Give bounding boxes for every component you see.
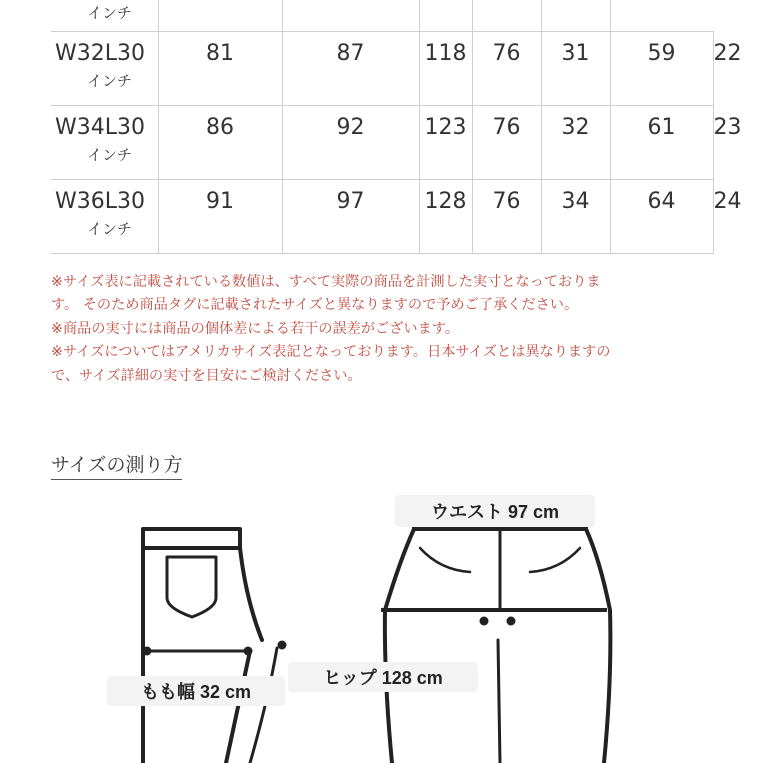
table-row: W32L30 インチ 81 87 118 76 31 59 22 xyxy=(51,32,713,106)
note-line: で、サイズ詳細の実寸を目安にご検討ください。 xyxy=(51,367,362,384)
note-line: ※商品の実寸には商品の個体差による若干の誤差がございます。 xyxy=(51,320,460,337)
unit-label: インチ xyxy=(87,4,133,22)
note-line: す。 そのため商品タグに記載されたサイズと異なりますので予めご了承ください。 xyxy=(51,297,579,314)
value-cell: 97 xyxy=(282,180,419,254)
value-cell: 92 xyxy=(282,106,419,180)
value-cell: 128 xyxy=(419,180,472,254)
value-cell: 31 xyxy=(541,32,610,106)
value-cell: 32 xyxy=(541,106,610,180)
size-code: W32L30 xyxy=(55,41,145,66)
table-row: W36L30 インチ 91 97 128 76 34 64 24 xyxy=(51,180,713,254)
unit-label: インチ xyxy=(87,146,133,164)
value-cell: 118 xyxy=(419,32,472,106)
value-cell: 64 xyxy=(610,180,713,254)
table-row: W34L30 インチ 86 92 123 76 32 61 23 xyxy=(51,106,713,180)
value-cell: 59 xyxy=(610,32,713,106)
note-line: ※サイズについてはアメリカサイズ表記となっております。日本サイズとは異なりますの xyxy=(51,344,611,361)
value-cell: 91 xyxy=(158,180,282,254)
note-line: ※サイズ表に記載されている数値は、すべて実際の商品を計測した実寸となっておりま xyxy=(51,274,601,290)
waist-label: ウエスト 97 cm xyxy=(395,495,595,527)
value-cell: 76 xyxy=(472,106,541,180)
thigh-measure-line xyxy=(143,641,287,656)
value-cell: 61 xyxy=(610,106,713,180)
jeans-back-illustration xyxy=(143,529,277,763)
value-cell: 123 xyxy=(419,106,472,180)
hip-label: ヒップ 128 cm xyxy=(288,662,478,692)
jeans-front-illustration xyxy=(385,521,611,763)
value-cell: 76 xyxy=(472,32,541,106)
thigh-label: もも幅 32 cm xyxy=(107,676,285,706)
size-code: W36L30 xyxy=(55,189,145,214)
size-code: W34L30 xyxy=(55,115,145,140)
howto-title: サイズの測り方 xyxy=(51,450,182,480)
value-cell: 86 xyxy=(158,106,282,180)
unit-label: インチ xyxy=(87,72,133,90)
hip-measure-line xyxy=(381,610,607,626)
value-cell: 34 xyxy=(541,180,610,254)
value-cell: 87 xyxy=(282,32,419,106)
value-cell: 76 xyxy=(472,180,541,254)
value-cell: 81 xyxy=(158,32,282,106)
unit-label: インチ xyxy=(87,220,133,238)
